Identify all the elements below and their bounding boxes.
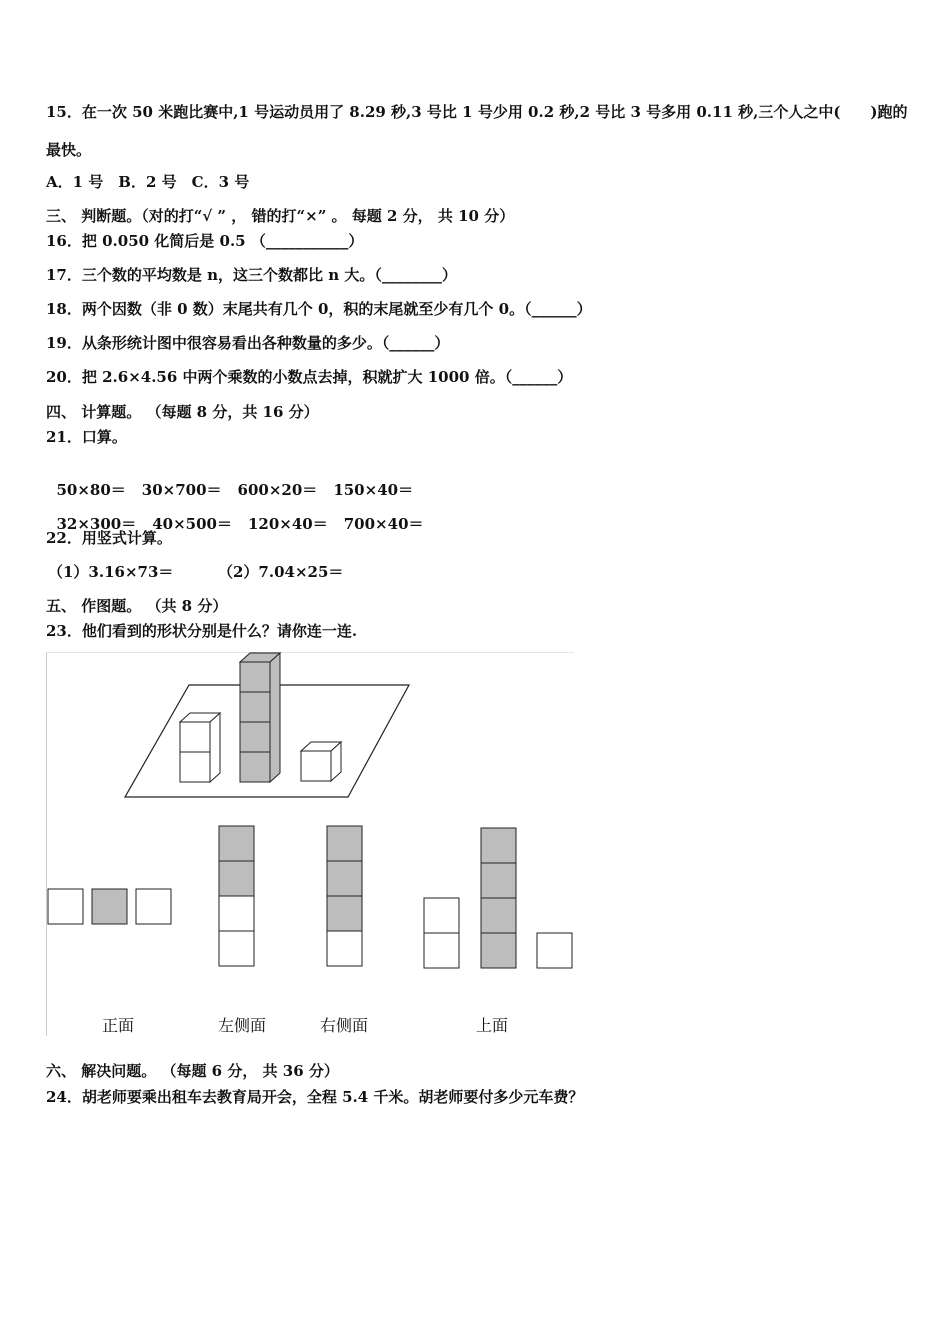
calc-item: 700×40＝: [343, 515, 424, 533]
label-front: 正面: [101, 1016, 135, 1035]
stack-two-white-cubes: [180, 713, 220, 782]
top-view-option: [424, 828, 572, 968]
q15-line1: 15．在一次 50 米跑比赛中,1 号运动员用了 8.29 秒,3 号比 1 号少用 0.2 秒,2 号比 3 号多用 0.11 秒,三个人之中( )跑的: [46, 103, 908, 121]
q21: 21．口算。: [46, 428, 127, 446]
label-top: 上面: [475, 1016, 509, 1035]
section3-title: 三、 判断题。（对的打“√ ” ， 错的打“×” 。 每题 2 分， 共 10 分）: [46, 207, 515, 225]
q18: 18．两个因数（非 0 数）末尾共有几个 0，积的末尾就至少有几个 0。（______）: [46, 300, 592, 318]
section6-title: 六、 解决问题。 （每题 6 分， 共 36 分）: [46, 1062, 339, 1080]
calc-item: 40×500＝: [152, 515, 232, 533]
calc-item: 50×80＝: [56, 481, 126, 499]
calc-item: 150×40＝: [333, 481, 414, 499]
label-right: 右侧面: [319, 1016, 369, 1035]
stack-four-gray-cubes: [240, 653, 280, 782]
q22a: （1）3.16×73＝: [48, 563, 174, 581]
q17: 17．三个数的平均数是 n，这三个数都比 n 大。（________）: [46, 266, 457, 284]
calc-item: 32×300＝: [56, 515, 137, 533]
q20: 20．把 2.6×4.56 中两个乘数的小数点去掉，积就扩大 1000 倍。（______）: [46, 368, 573, 386]
q15-options: A．1 号 B．2 号 C．3 号: [46, 173, 250, 191]
calc-item: 600×20＝: [237, 481, 318, 499]
q23: 23．他们看到的形状分别是什么？请你连一连.: [46, 622, 358, 640]
left-view-option: [219, 826, 254, 966]
q16: 16．把 0.050 化简后是 0.5 （___________）: [46, 232, 364, 250]
q22b: （2）7.04×25＝: [218, 563, 344, 581]
front-view-option: [48, 889, 171, 924]
section4-title: 四、 计算题。 （每题 8 分，共 16 分）: [46, 403, 319, 421]
q15-line2: 最快。: [46, 141, 92, 159]
section5-title: 五、 作图题。 （共 8 分）: [46, 597, 228, 615]
q22: 22．用竖式计算。: [46, 529, 172, 547]
single-white-cube: [301, 742, 341, 781]
calc-item: 120×40＝: [247, 515, 328, 533]
q24: 24．胡老师要乘出租车去教育局开会，全程 5.4 千米。胡老师要付多少元车费？: [46, 1088, 584, 1106]
right-view-option: [327, 826, 362, 966]
q19: 19．从条形统计图中很容易看出各种数量的多少。（______）: [46, 334, 450, 352]
view-figure: [46, 652, 574, 1036]
calc-item: 30×700＝: [141, 481, 222, 499]
label-left: 左侧面: [217, 1016, 267, 1035]
